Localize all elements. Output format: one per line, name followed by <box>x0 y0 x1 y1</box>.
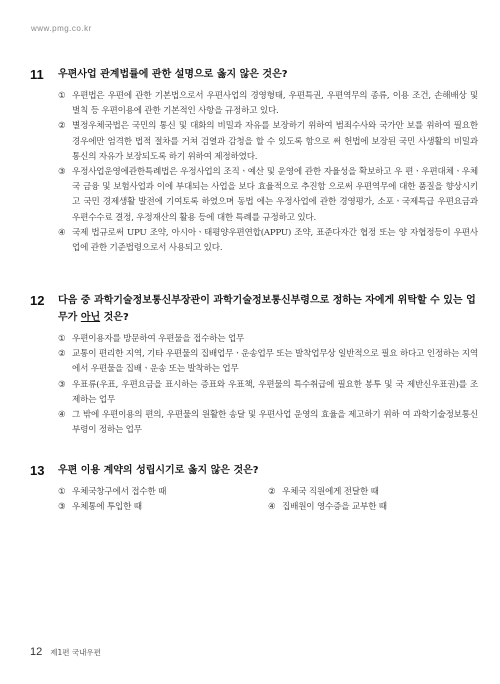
option-text: 우편법은 우편에 관한 기본법으로서 우편사업의 경영형태, 우편특권, 우편역무의 종류, 이용 조건, 손해배상 및 벌칙 등 우편이용에 관한 기본적인 사항을 규정하고 있다. <box>72 91 478 117</box>
option-text: 국제 법규로써 UPU 조약, 아시아ㆍ태평양우편연합(APPU) 조약, 표준다자간 협정 또는 양 자협정등이 우편사업에 관한 기준법령으로서 사용되고 있다. <box>72 227 478 254</box>
option-text: 우체국창구에서 접수한 때 <box>72 487 167 497</box>
question-12 <box>30 294 478 438</box>
site-url: www.pmg.co.kr <box>31 24 92 33</box>
option-text: 우정사업운영에관한특례법은 우정사업의 조직ㆍ예산 및 운영에 관한 자율성을 확보하고 우 편ㆍ우편대체ㆍ우체국 금융 및 보험사업과 이에 부대되는 사업을 보다 효율적으로 추진함 으로써 우편역무에 대한 품질을 향상시키고 국민 경제생활 발전에 기여토록 하였으며 동법 에는 우정사업에 관한 경영평가, 소포ㆍ국제특급 우편요금과 우편수수료 결정, 우정재산의 활용 등에 대한 특례를 규정하고 있다. <box>72 167 478 223</box>
option-mark: ④ <box>58 410 66 421</box>
option-list <box>58 332 478 438</box>
chapter-label: 제1편 국내우편 <box>50 648 101 657</box>
page-number: 12 <box>30 646 43 658</box>
option-grid <box>58 485 478 515</box>
option-4 <box>58 408 478 438</box>
question-title: 우편 이용 계약의 성립시기로 옳지 않은 것은? <box>58 465 259 476</box>
option-text: 별정우체국법은 국민의 통신 및 대화의 비밀과 자유를 보장하기 위하여 범죄수사와 국가안 보를 위하여 필요한 경우에만 엄격한 법적 절차를 거쳐 검열과 감청을 할 수 있도록 함으로 써 헌법에 보장된 국민 사생활의 비밀과 통신의 자유가 보장되도록 하기 위하여 제정하였다. <box>72 121 478 162</box>
option-text: 우표류(우표, 우편요금을 표시하는 증표와 우표책, 우편물의 특수취급에 필요한 봉투 및 국 제반신우표권)를 조제하는 업무 <box>72 379 478 405</box>
option-1 <box>58 89 478 119</box>
underlined-word: 아닌 <box>80 312 101 323</box>
option-3 <box>58 378 478 408</box>
option-text: 우체통에 투입한 때 <box>72 502 142 513</box>
question-title: 다음 중 과학기술정보통신부장관이 과학기술정보통신부령으로 정하는 자에게 위탁할 수 있는 업무가 아닌 것은? <box>58 295 476 323</box>
option-text: 그 밖에 우편이용의 편의, 우편물의 원활한 송달 및 우편사업 운영의 효율을 제고하기 위하 여 과학기술정보통신부령이 정하는 업무 <box>72 410 478 436</box>
question-11 <box>30 68 478 256</box>
question-number: 13 <box>30 463 45 478</box>
option-4 <box>58 226 478 256</box>
page-footer <box>30 646 101 658</box>
option-mark: ① <box>58 487 66 497</box>
option-mark: ④ <box>58 227 66 238</box>
question-number: 12 <box>30 293 45 308</box>
option-mark: ① <box>58 91 66 101</box>
option-3 <box>58 165 478 226</box>
option-mark: ② <box>58 349 66 360</box>
option-text: 우체국 직원에게 전달한 때 <box>282 487 379 497</box>
option-mark: ② <box>58 121 66 132</box>
option-text: 집배원이 영수증을 교부한 때 <box>282 502 387 513</box>
option-mark: ③ <box>58 379 66 390</box>
option-mark: ① <box>58 334 66 344</box>
option-1 <box>58 332 478 347</box>
option-mark: ② <box>268 487 276 497</box>
option-mark: ④ <box>268 502 276 513</box>
option-mark: ③ <box>58 502 66 513</box>
question-title: 우편사업 관계법률에 관한 설명으로 옳지 않은 것은? <box>58 69 288 80</box>
option-list <box>58 89 478 256</box>
option-text: 교통이 편리한 지역, 기타 우편물의 집배업무ㆍ운송업무 또는 발착업무상 일반적으로 필요 하다고 인정하는 지역에서 우편물을 집배ㆍ운송 또는 발착하는 업무 <box>72 349 478 375</box>
option-text: 우편이용자를 방문하여 우편물을 접수하는 업무 <box>72 334 245 344</box>
option-1 <box>58 485 268 500</box>
question-13 <box>30 464 478 515</box>
option-3 <box>58 500 268 515</box>
option-2 <box>268 485 478 500</box>
option-2 <box>58 119 478 165</box>
option-2 <box>58 347 478 377</box>
question-number: 11 <box>30 67 44 82</box>
option-mark: ③ <box>58 167 66 178</box>
option-4 <box>268 500 478 515</box>
